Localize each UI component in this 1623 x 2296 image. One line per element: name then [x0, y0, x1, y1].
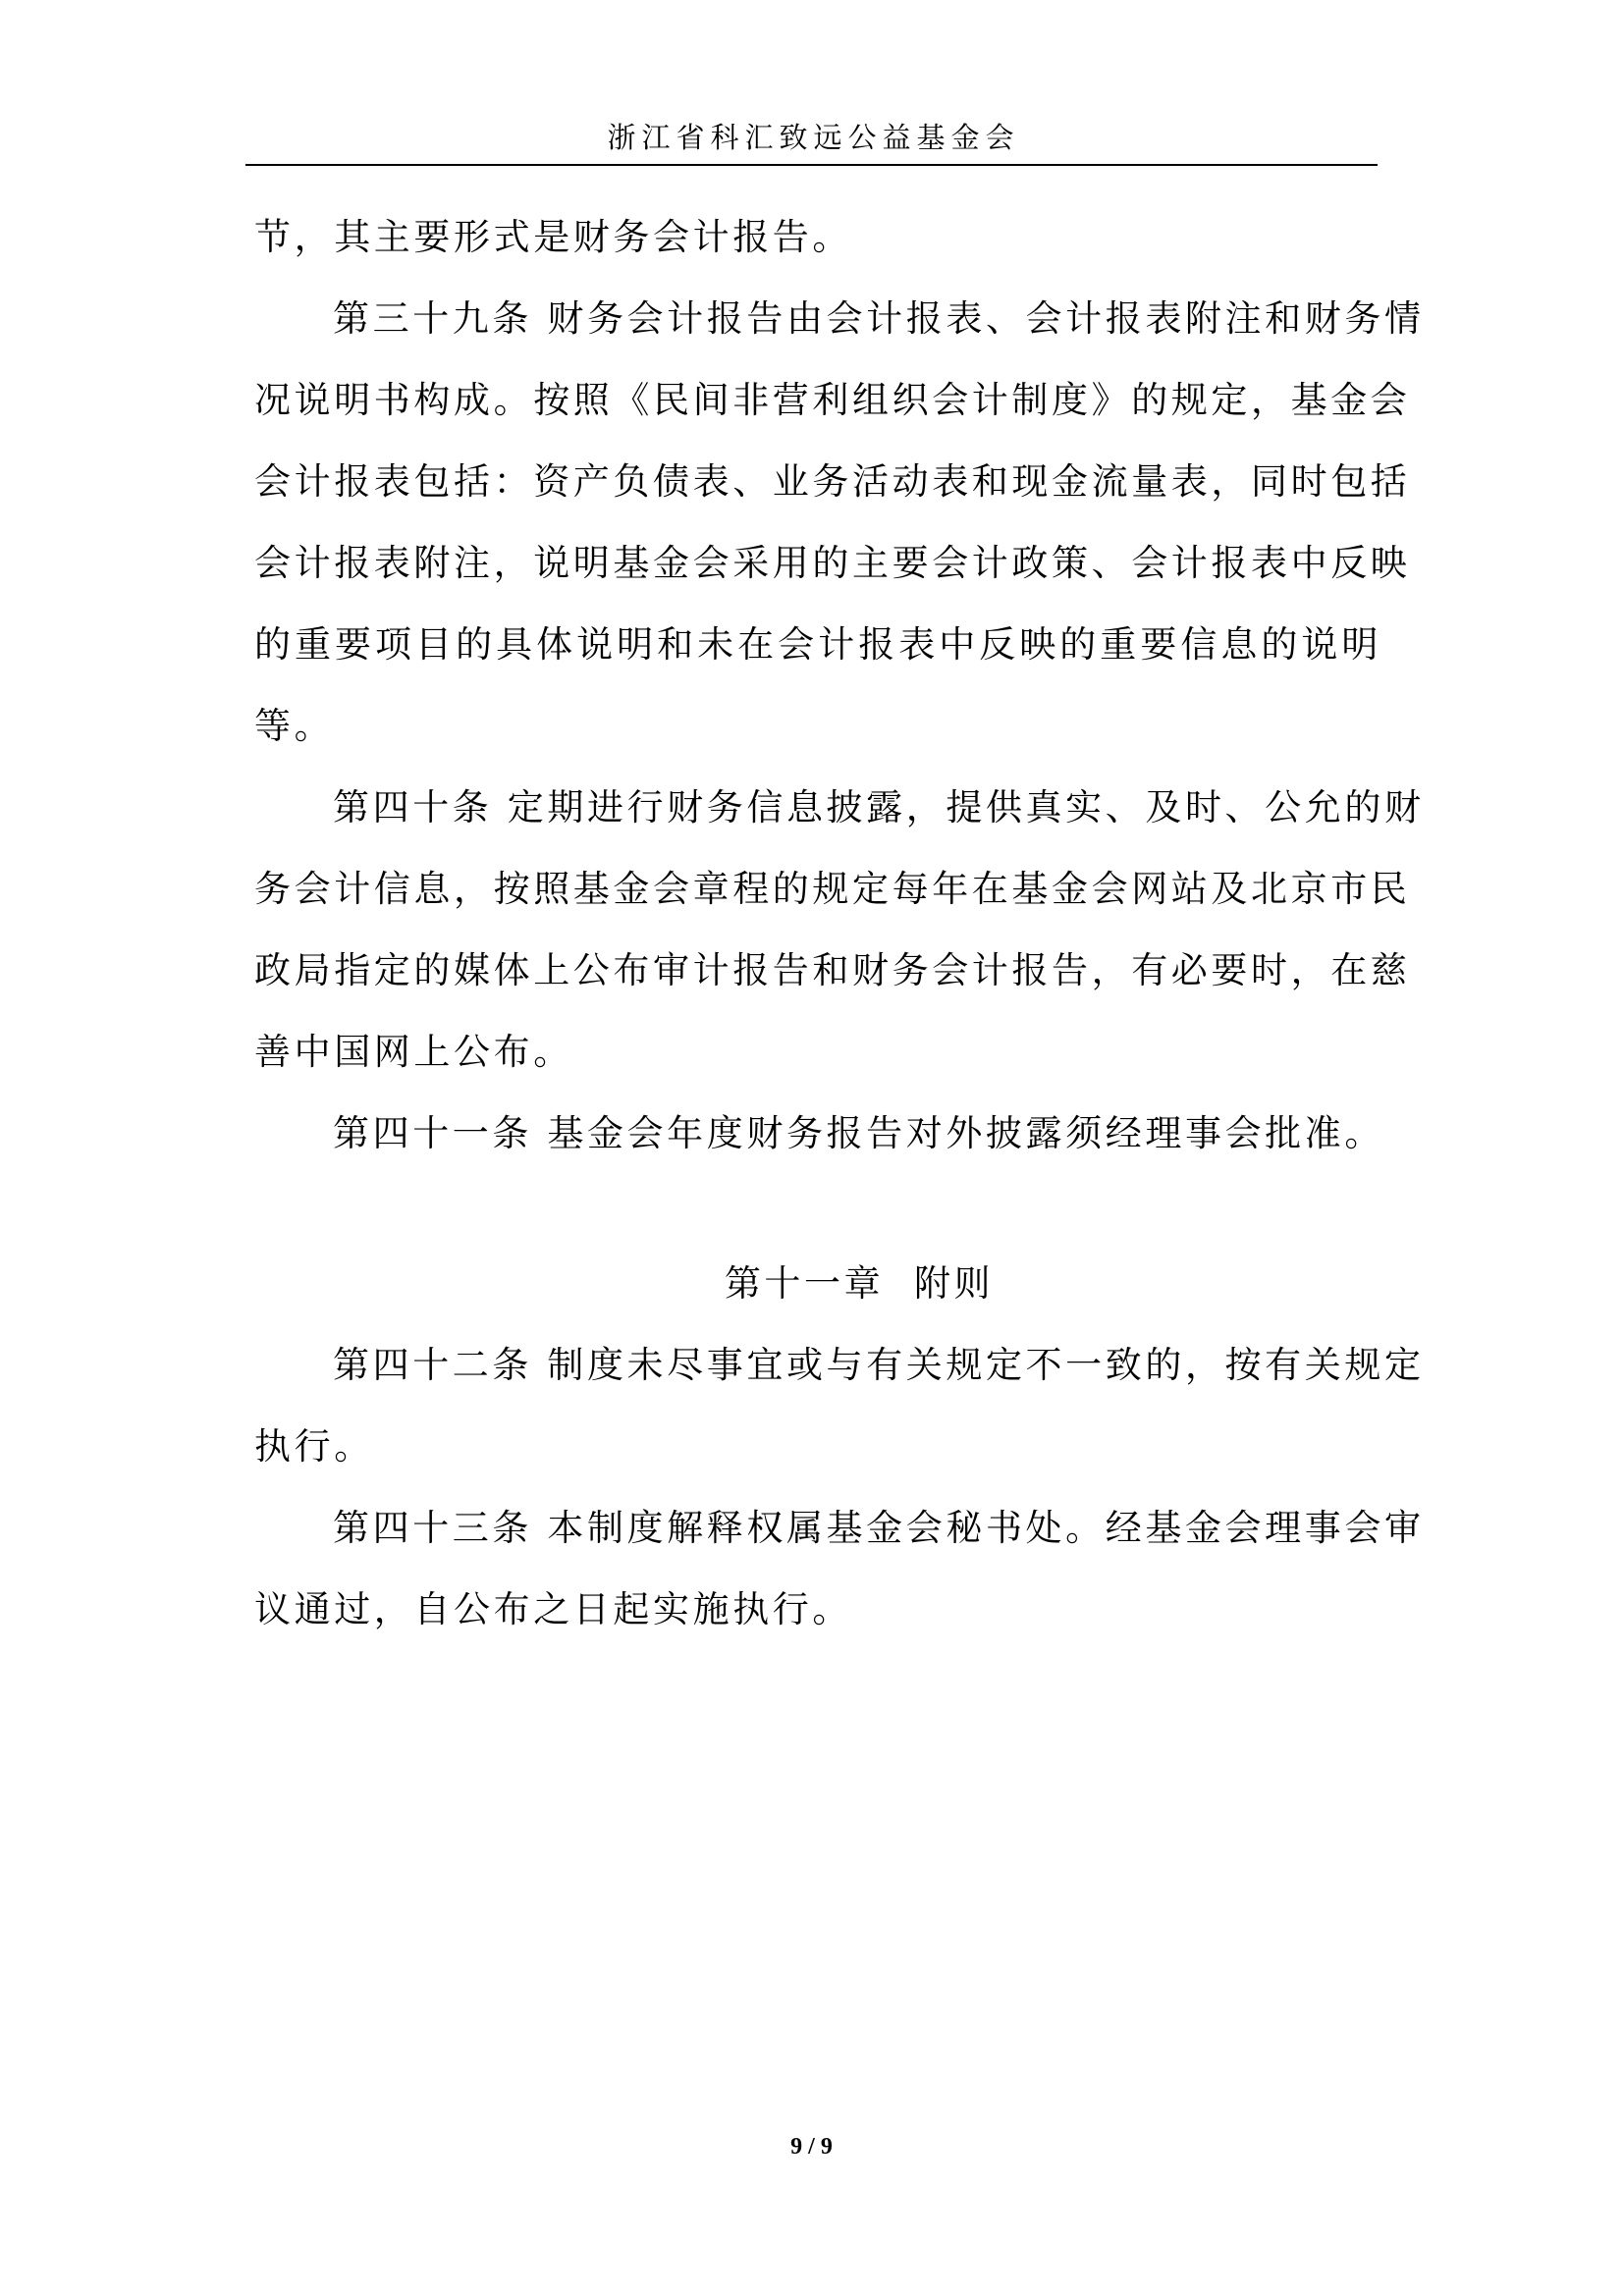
paragraph-line: 务会计信息，按照基金会章程的规定每年在基金会网站及北京市民	[254, 868, 1411, 910]
paragraph-line: 善中国网上公布。	[254, 1031, 573, 1073]
chapter-heading: 第十一章 附则	[724, 1262, 995, 1305]
article-43-line: 第四十三条 本制度解释权属基金会秘书处。经基金会理事会审	[333, 1507, 1425, 1549]
header-divider	[245, 164, 1378, 166]
article-41-line: 第四十一条 基金会年度财务报告对外披露须经理事会批准。	[333, 1112, 1384, 1154]
paragraph-line: 况说明书构成。按照《民间非营利组织会计制度》的规定，基金会	[254, 379, 1411, 421]
paragraph-line: 执行。	[254, 1425, 374, 1468]
document-body	[254, 196, 1425, 1650]
paragraph-line: 等。	[254, 705, 335, 747]
paragraph-line: 议通过，自公布之日起实施执行。	[254, 1588, 852, 1630]
paragraph-line: 节，其主要形式是财务会计报告。	[254, 216, 852, 258]
article-40-line: 第四十条 定期进行财务信息披露，提供真实、及时、公允的财	[333, 786, 1425, 828]
document-header-title: 浙江省科汇致远公益基金会	[607, 121, 1020, 154]
article-42-line: 第四十二条 制度未尽事宜或与有关规定不一致的，按有关规定	[333, 1344, 1425, 1386]
page-number: 9 / 9	[790, 2134, 833, 2160]
article-39-line: 第三十九条 财务会计报告由会计报表、会计报表附注和财务情	[333, 297, 1425, 340]
paragraph-line: 政局指定的媒体上公布审计报告和财务会计报告，有必要时，在慈	[254, 949, 1411, 991]
paragraph-line: 会计报表附注，说明基金会采用的主要会计政策、会计报表中反映	[254, 542, 1411, 584]
paragraph-line: 会计报表包括：资产负债表、业务活动表和现金流量表，同时包括	[254, 460, 1411, 503]
paragraph-line: 的重要项目的具体说明和未在会计报表中反映的重要信息的说明	[254, 623, 1381, 666]
